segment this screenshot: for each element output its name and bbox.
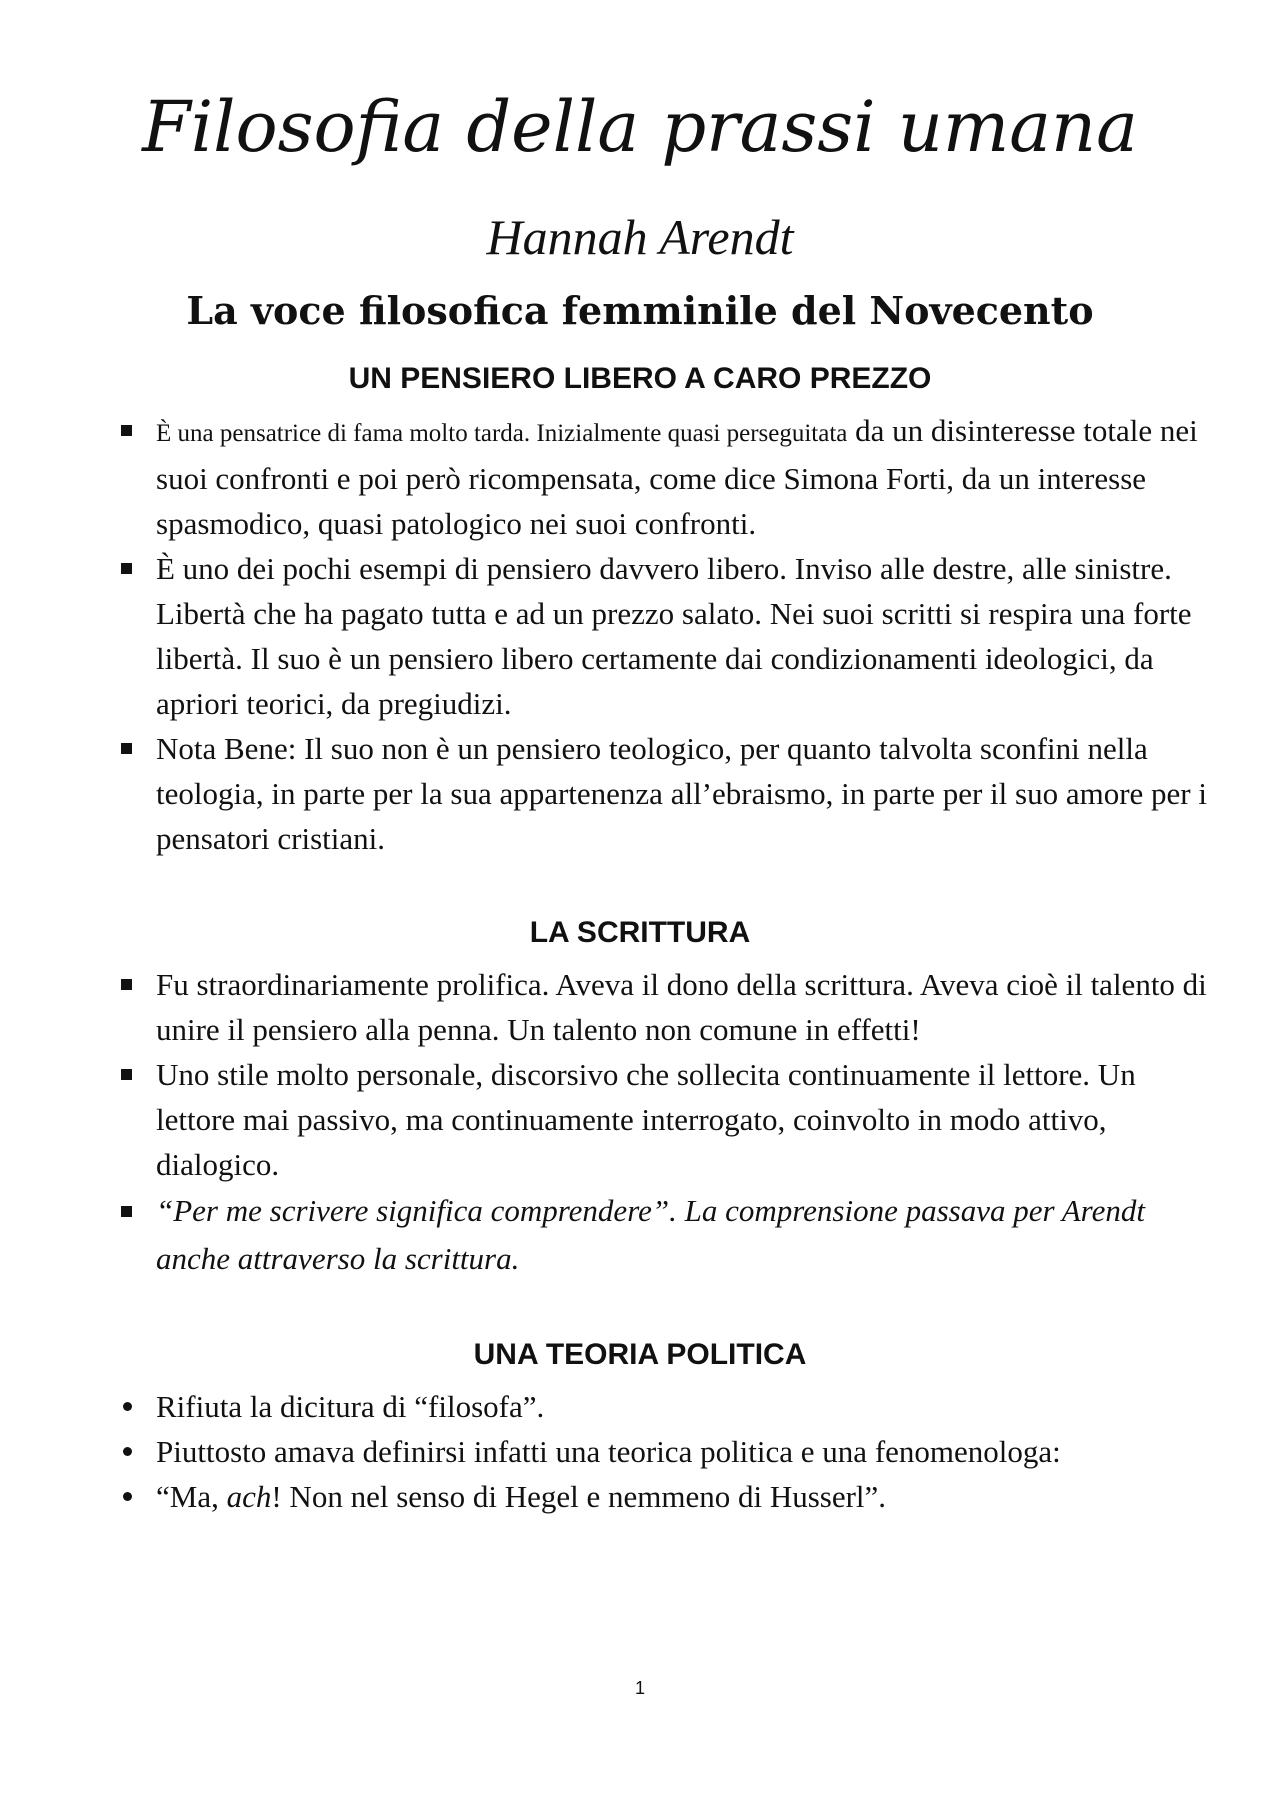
list-item-lead: È una pensatrice di fama molto tarda. Inizialmente quasi perseguitata [156,420,848,447]
page-number: 1 [634,1678,645,1698]
list-item [0,1384,1280,1429]
bullet-list [0,408,1280,861]
section-heading: UNA TEORIA POLITICA [473,1338,807,1371]
document-subtitle: La voce filosofica femminile del Novecento [186,288,1094,333]
list-item-text: Uno stile molto personale, discorsivo che sollecita continuamente il lettore. Un lettore mai passivo, ma continuamente interrogato, coinvolto in modo attivo, dialogico. [156,1057,1136,1182]
section-heading: UN PENSIERO LIBERO A CARO PREZZO [348,362,932,395]
section-heading: LA SCRITTURA [529,916,751,949]
document-title: Filosofia della prassi umana [142,86,1138,168]
list-item-text-post: ! Non nel senso di Hegel e nemmeno di Husserl”. [271,1479,887,1514]
square-bullet-icon [121,425,132,436]
list-item-text: Rifiuta la dicitura di “filosofa”. [156,1389,545,1424]
round-bullet-icon [123,1492,132,1501]
list-item-text: È uno dei pochi esempi di pensiero davvero libero. Inviso alle destre, alle sinistre. Libertà che ha pagato tutta e ad un prezzo salato. Nei suoi scritti si respira una forte libertà. Il suo è un pensiero libero certamente dai condizionamenti ideologici, da apriori teorici, da pregiudizi. [156,551,1192,721]
square-bullet-icon [121,563,132,574]
list-item-text: Piuttosto amava definirsi infatti una teorica politica e una fenomenologa: [156,1434,1061,1469]
square-bullet-icon [121,1069,132,1080]
list-item-text: da un disinteresse totale nei suoi confronti e poi però ricompensata, come dice Simona Forti, da un interesse spasmodico, quasi patologico nei suoi confronti. [156,413,1198,541]
list-item-text: Nota Bene: Il suo non è un pensiero teologico, per quanto talvolta sconfini nella teologia, in parte per la sua appartenenza all’ebraismo, in parte per il suo amore per i pensatori cristiani. [156,731,1207,856]
list-item-emphasis: ach [226,1479,272,1514]
square-bullet-icon [121,743,132,754]
list-item-quote [0,1187,1280,1283]
round-bullet-icon [123,1447,132,1456]
square-bullet-icon [121,1206,132,1217]
list-item-text-pre: “Ma, [156,1479,227,1514]
list-item [0,408,1280,546]
list-item [0,1052,1280,1187]
list-item-text: “Per me scrivere significa comprendere”. La comprensione passava per Arendt anche attraverso la scrittura. [156,1193,1145,1276]
author-name: Hannah Arendt [486,209,794,265]
square-bullet-icon [121,979,132,990]
bullet-list [0,962,1280,1283]
list-item [0,726,1280,861]
list-item [0,546,1280,726]
list-item-text: Fu straordinariamente prolifica. Aveva il dono della scrittura. Aveva cioè il talento di unire il pensiero alla penna. Un talento non comune in effetti! [156,967,1207,1047]
list-item [0,1474,1280,1519]
round-bullet-icon [123,1402,132,1411]
bullet-list [0,1384,1280,1519]
list-item [0,962,1280,1052]
list-item [0,1429,1280,1474]
